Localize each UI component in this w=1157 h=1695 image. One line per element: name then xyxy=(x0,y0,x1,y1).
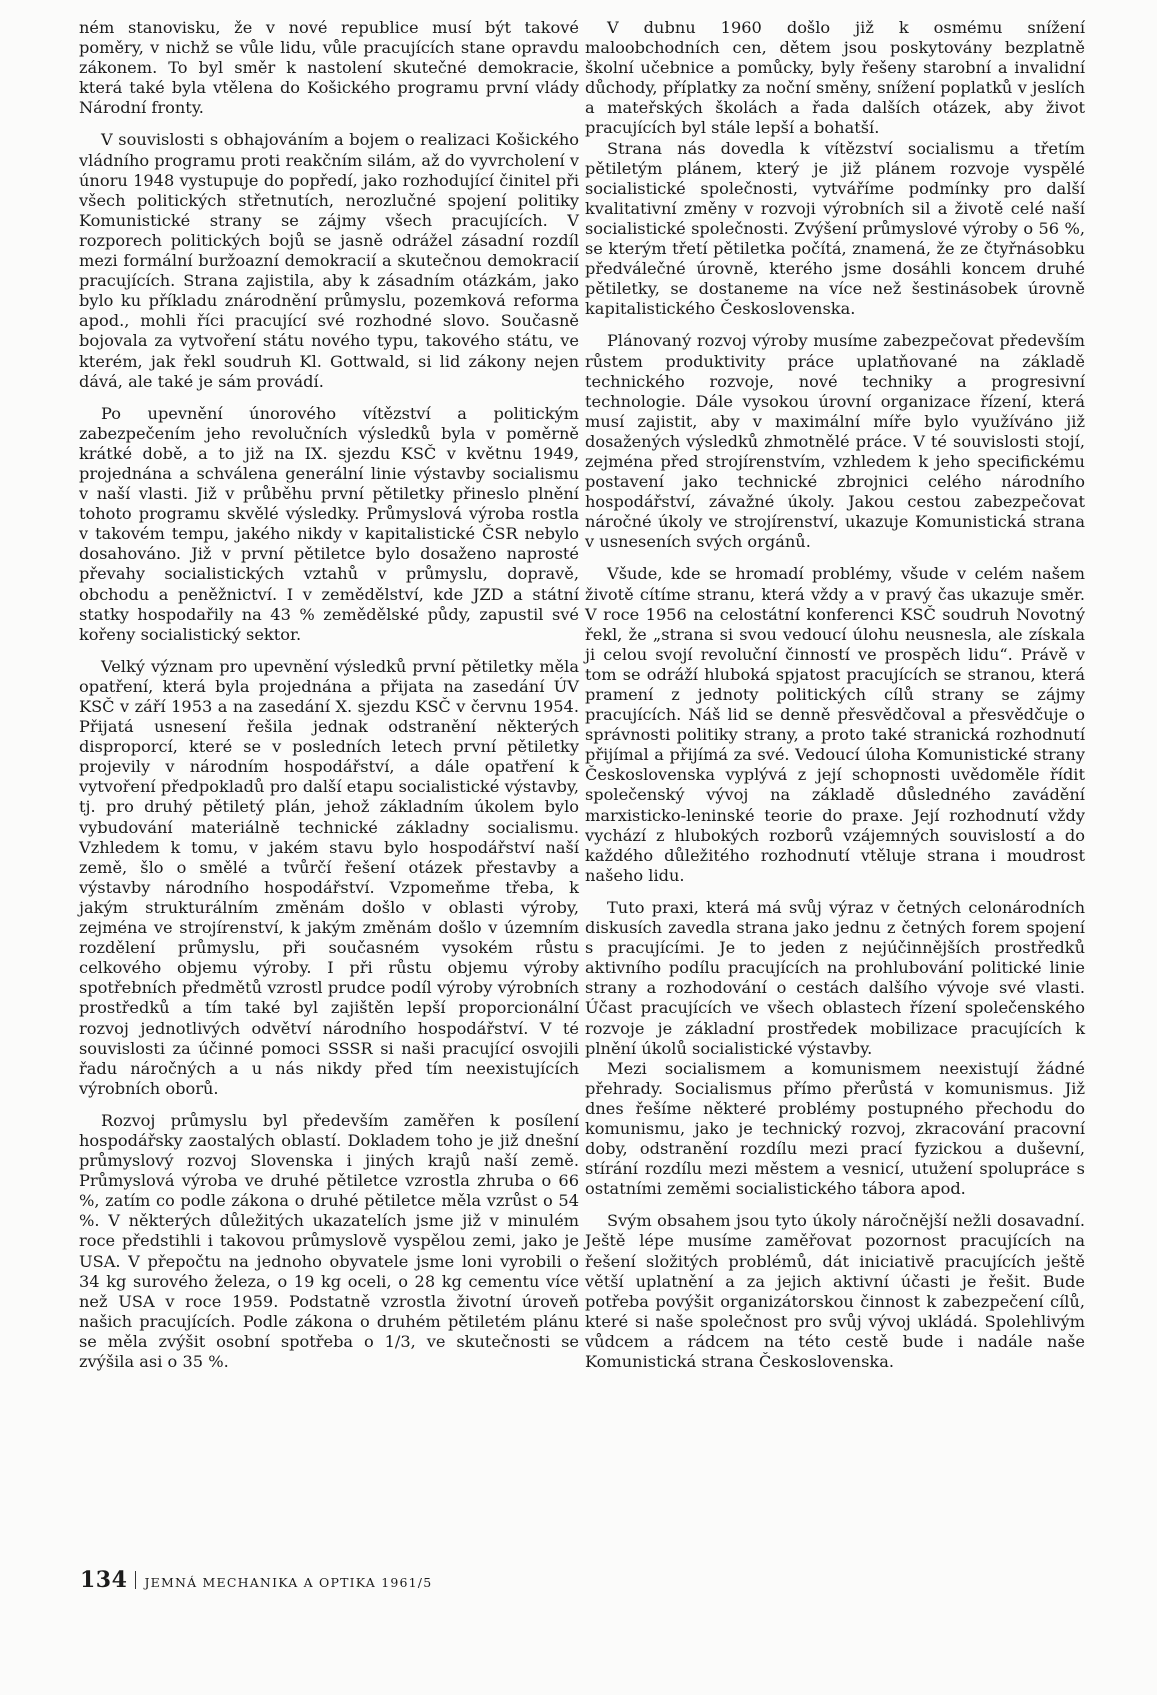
paragraph: ném stanovisku, že v nové republice musí být takové poměry, v nichž se vůle lidu, vůle pracujících stane opravdu zákonem. To byl směr k nastolení skutečné demokracie, která také byla vtělena do Košického programu první vlády Národní fronty. xyxy=(79,18,579,118)
paragraph: V souvislosti s obhajováním a bojem o realizaci Košického vládního programu proti reakčním silám, až do vyvrcholení v únoru 1948 vystupuje do popředí, jako rozhodující činitel při všech politických střetnutích, nerozlučné spojení politiky Komunistické strany se zájmy všech pracujících. V rozporech politických bojů se jasně odrážel zásadní rozdíl mezi formální buržoazní demokracií a skutečnou demokracií pracujících. Strana zajistila, aby k zásadním otázkám, jako bylo ku příkladu znárodnění průmyslu, pozemková reforma apod., mohli říci pracující své rozhodné slovo. Současně bojovala za vytvoření státu nového typu, takového státu, ve kterém, jak řekl soudruh Kl. Gottwald, si lid zákony nejen dává, ale také je sám provádí. xyxy=(79,130,579,391)
paragraph: Po upevnění únorového vítězství a politickým zabezpečením jeho revolučních výsledků byla v poměrně krátké době, a to již na IX. sjezdu KSČ v květnu 1949, projednána a schválena generální linie výstavby socialismu v naší vlasti. Již v průběhu první pětiletky přineslo plnění tohoto programu skvělé výsledky. Průmyslová výroba rostla v takovém tempu, jakého nikdy v kapitalistické ČSR nebylo dosahováno. Již v první pětiletce bylo dosaženo naprosté převahy socialistických vztahů v průmyslu, dopravě, obchodu a peněžnictví. I v zemědělství, kde JZD a státní statky hospodařily na 43 % zemědělské půdy, zapustil své kořeny socialistický sektor. xyxy=(79,403,579,644)
paragraph: Tuto praxi, která má svůj výraz v četných celonárodních diskusích zavedla strana jako jednu z četných forem spojení s pracujícími. Je to jeden z nejúčinnějších prostředků aktivního podílu pracujících na prohlubování politické linie strany a rozhodování o cestách dalšího vývoje své vlasti. Účast pracujících ve všech oblastech řízení společenského rozvoje je základní prostředek mobilizace pracujících k plnění úkolů socialistické výstavby. xyxy=(585,897,1085,1058)
paragraph: Všude, kde se hromadí problémy, všude v celém našem životě cítíme stranu, která vždy a v pravý čas ukazuje směr. V roce 1956 na celostátní konferenci KSČ soudruh Novotný řekl, že „strana si svou vedoucí úlohu neusnesla, ale získala ji celou svojí revoluční činností ve prospěch lidu“. Právě v tom se odráží hluboká spjatost pracujících se stranou, která pramení z jednoty politických cílů strany se zájmy pracujících. Náš lid se denně přesvědčoval a přesvědčuje o správnosti politiky strany, a proto také stranická rozhodnutí přijímal a přijímá za své. Vedoucí úloha Komunistické strany Československa vyplývá z její schopnosti uvědoměle řídit společenský vývoj na základě důsledného zavádění marxisticko-leninské teorie do praxe. Její rozhodnutí vždy vychází z hlubokých rozborů vzájemných souvislostí a do každého důležitého rozhodnutí vtěluje strana i moudrost našeho lidu. xyxy=(585,564,1085,885)
page-number: 134 xyxy=(80,1567,128,1593)
journal-title: JEMNÁ MECHANIKA A OPTIKA 1961/5 xyxy=(144,1575,433,1590)
paragraph: Plánovaný rozvoj výroby musíme zabezpečovat především růstem produktivity práce uplatňované na základě technického rozvoje, nové techniky a progresivní technologie. Dále vysokou úrovní organizace řízení, která musí zajistit, aby v maximální míře bylo využíváno již dosažených výsledků zhmotnělé práce. V té souvislosti stojí, zejména před strojírenstvím, vzhledem k jeho specifickému postavení jako technické zbrojnici celého národního hospodářství, závažné úkoly. Jakou cestou zabezpečovat náročné úkoly ve strojírenství, ukazuje Komunistická strana v usneseních svých orgánů. xyxy=(585,331,1085,552)
right-column xyxy=(585,18,1085,1384)
footer-divider xyxy=(135,1571,136,1589)
paragraph: Rozvoj průmyslu byl především zaměřen k posílení hospodářsky zaostalých oblastí. Dokladem toho je již dnešní průmyslový rozvoj Slovenska i jiných krajů naší země. Průmyslová výroba ve druhé pětiletce vzrostla zhruba o 66 %, zatím co podle zákona o druhé pětiletce měla vzrůst o 54 %. V některých důležitých ukazatelích jsme již v minulém roce předstihli i takovou průmyslově vyspělou zemi, jako je USA. V přepočtu na jednoho obyvatele jsme loni vyrobili o 34 kg surového železa, o 19 kg oceli, o 28 kg cementu více než USA v roce 1959. Podstatně vzrostla životní úroveň našich pracujících. Podle zákona o druhém pětiletém plánu se měla zvýšit osobní spotřeba o 1/3, ve skutečnosti se zvýšila asi o 35 %. xyxy=(79,1110,579,1371)
paragraph: Velký význam pro upevnění výsledků první pětiletky měla opatření, která byla projednána a přijata na zasedání ÚV KSČ v září 1953 a na zasedání X. sjezdu KSČ v červnu 1954. Přijatá usnesení řešila jednak odstranění některých disproporcí, které se v posledních letech první pětiletky projevily v národním hospodářství, a dále opatření k vytvoření předpokladů pro další etapu socialistické výstavby, tj. pro druhý pětiletý plán, jehož základním úkolem bylo vybudování materiálně technické základny socialismu. Vzhledem k tomu, v jakém stavu bylo hospodářství naší země, šlo o smělé a tvůrčí řešení otázek přestavby a výstavby národního hospodářství. Vzpomeňme třeba, k jakým strukturálním změnám došlo v oblasti výroby, zejména ve strojírenství, k jakým změnám došlo v územním rozdělení průmyslu, při současném vysokém růstu celkového objemu výroby. I při růstu objemu výroby spotřebních předmětů vzrostl prudce podíl výroby výrobních prostředků a tím také byl zajištěn lepší proporcionální rozvoj jednotlivých odvětví národního hospodářství. V té souvislosti za účinné pomoci SSSR si naši pracující osvojili řadu náročných a u nás nikdy před tím neexistujících výrobních oborů. xyxy=(79,656,579,1098)
paragraph: Mezi socialismem a komunismem neexistují žádné přehrady. Socialismus přímo přerůstá v komunismus. Již dnes řešíme některé problémy postupného přechodu do komunismu, jako je technický rozvoj, zkracování pracovní doby, odstranění rozdílu mezi prací fyzickou a duševní, stírání rozdílu mezi městem a vesnicí, utužení spolupráce s ostatními zeměmi socialistického tábora apod. xyxy=(585,1058,1085,1199)
left-column xyxy=(79,18,579,1384)
paragraph: V dubnu 1960 došlo již k osmému snížení maloobchodních cen, dětem jsou poskytovány bezplatně školní učebnice a pomůcky, byly řešeny starobní a invalidní důchody, příplatky za noční směny, snížení poplatků v jeslích a mateřských školách a řada dalších otázek, aby život pracujících byl stále lepší a bohatší. xyxy=(585,18,1085,138)
page-footer xyxy=(80,1567,432,1593)
paragraph: Strana nás dovedla k vítězství socialismu a třetím pětiletým plánem, který je již plánem rozvoje vyspělé socialistické společnosti, vytváříme podmínky pro další kvalitativní změny v rozvoji výrobních sil a životě celé naší socialistické společnosti. Zvýšení průmyslové výroby o 56 %, se kterým třetí pětiletka počítá, znamená, že ze čtyřnásobku předválečné úrovně, kterého jsme dosáhli koncem druhé pětiletky, se dostaneme na více než šestinásobek úrovně kapitalistického Československa. xyxy=(585,138,1085,319)
paragraph: Svým obsahem jsou tyto úkoly náročnější nežli dosavadní. Ještě lépe musíme zaměřovat pozornost pracujících na řešení složitých problémů, dát iniciativě pracujících ještě větší uplatnění a za jejich aktivní účasti je řešit. Bude potřeba povýšit organizátorskou činnost k zabezpečení cílů, které si naše společnost pro svůj vývoj ukládá. Spolehlivým vůdcem a rádcem na této cestě bude i nadále naše Komunistická strana Československa. xyxy=(585,1211,1085,1371)
